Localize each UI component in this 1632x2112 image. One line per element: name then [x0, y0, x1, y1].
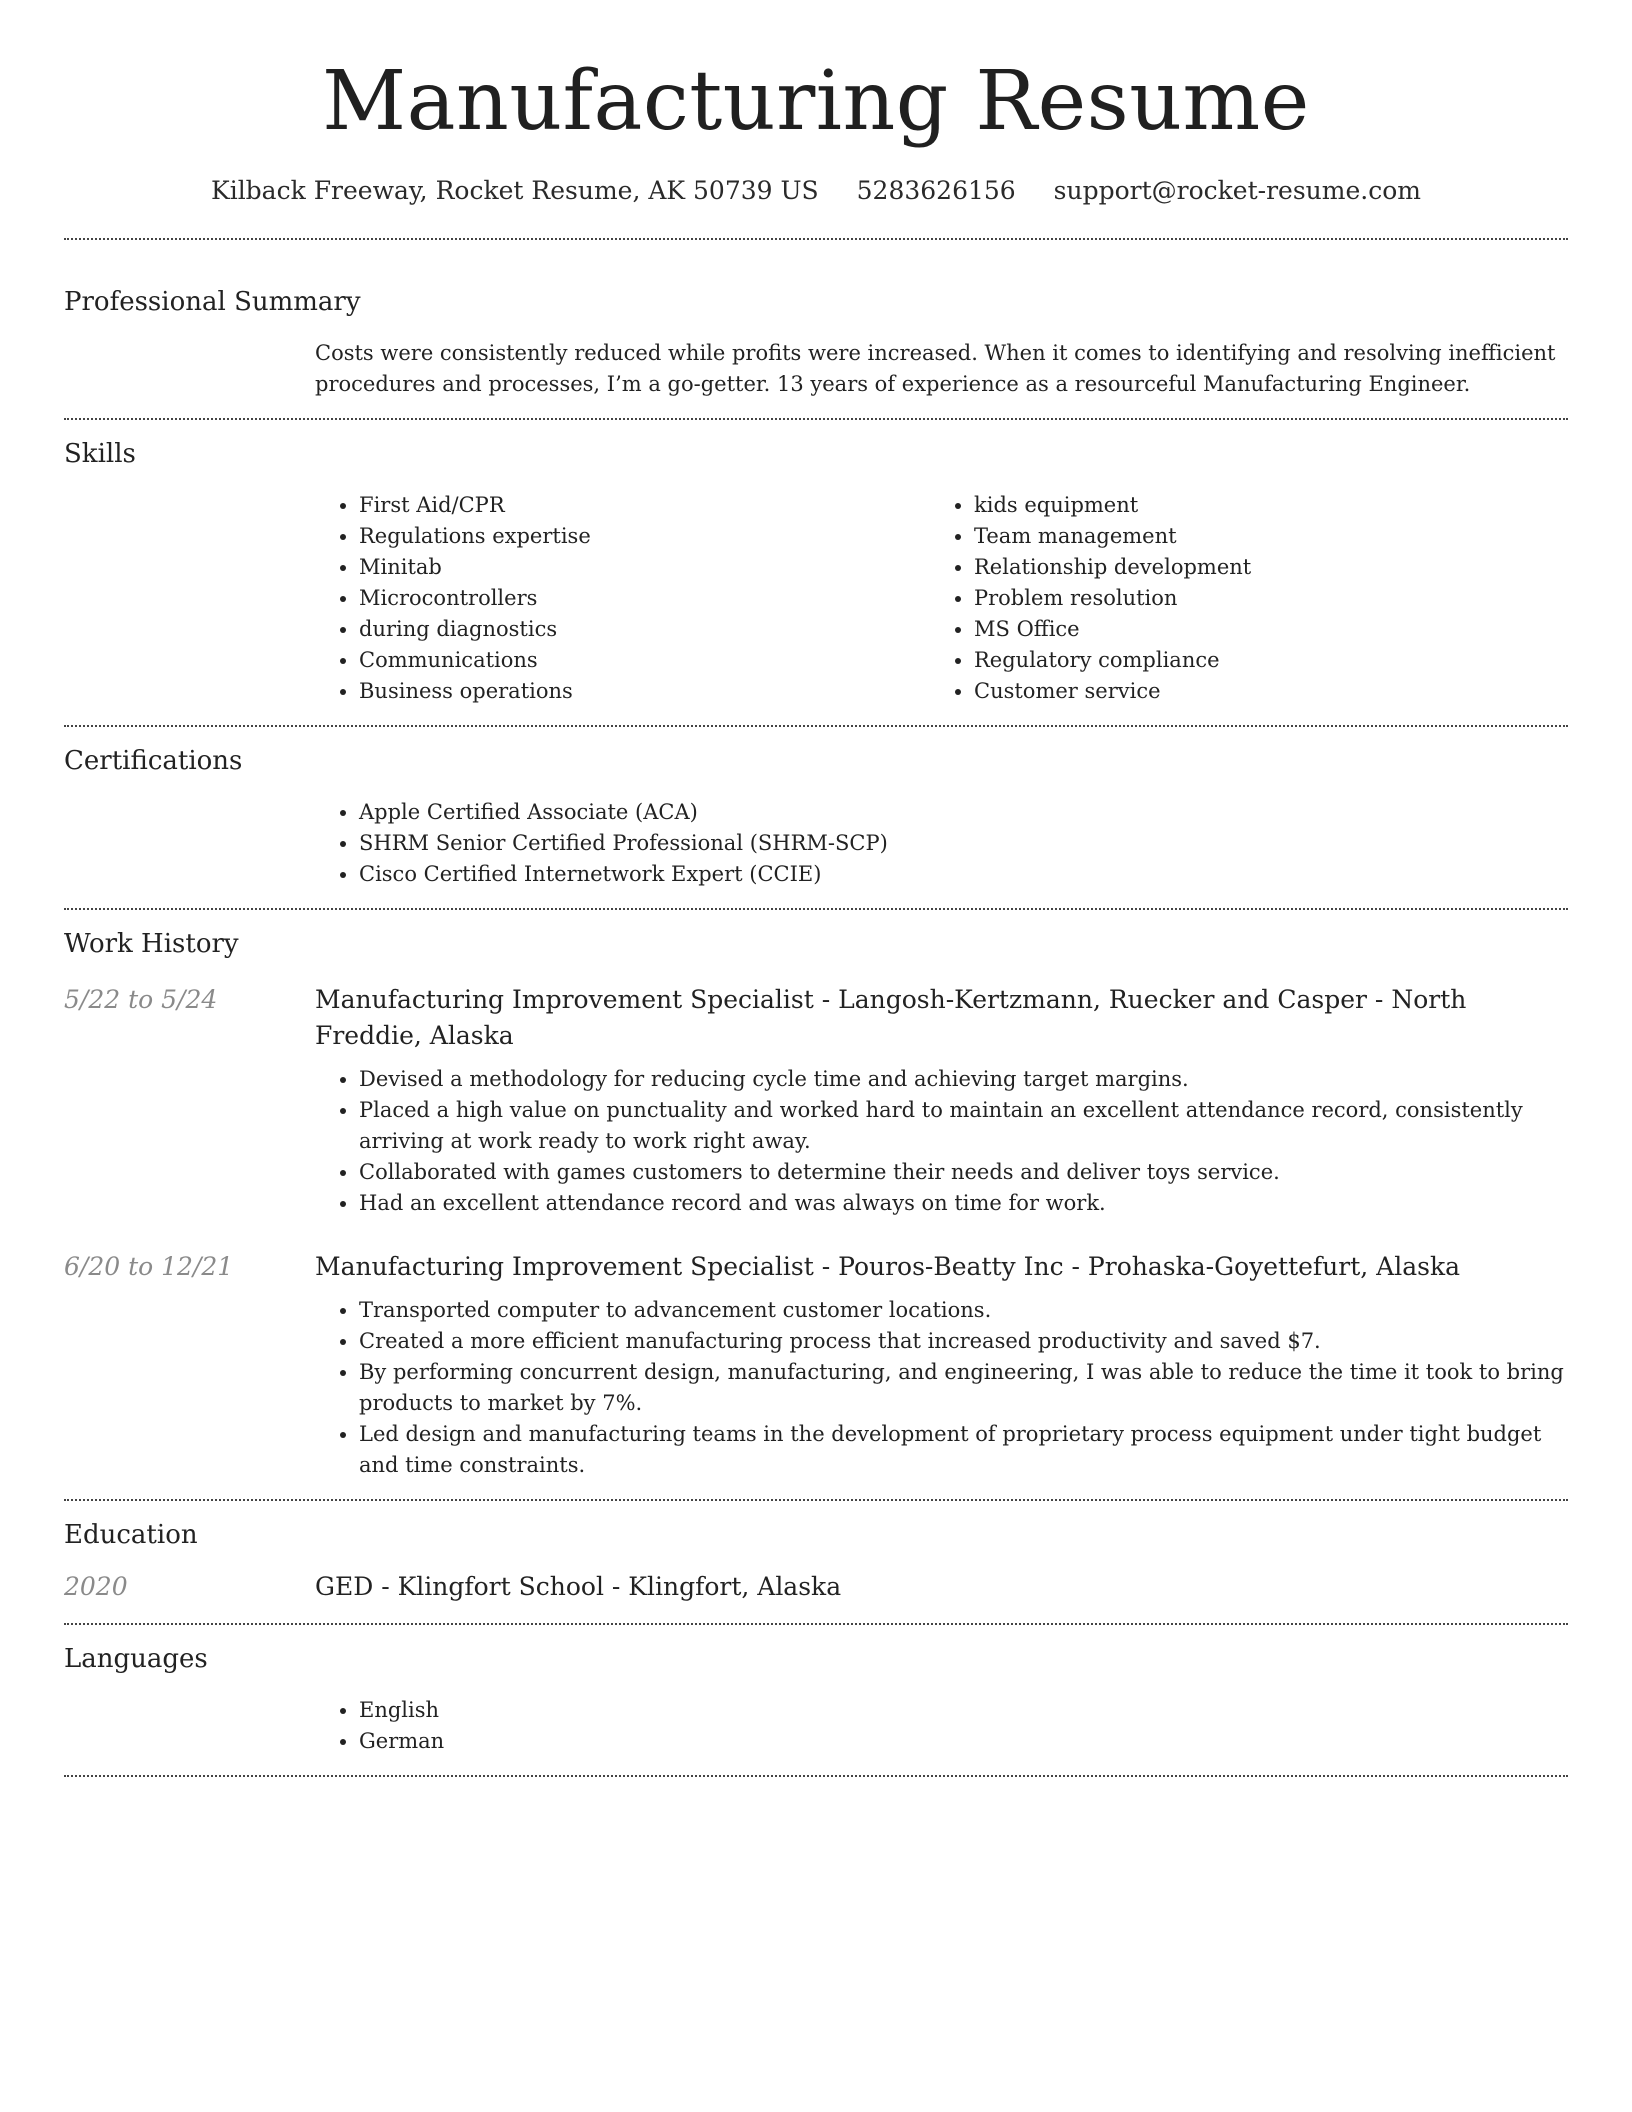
section-title-education: Education: [64, 1520, 198, 1550]
language-item: • English: [359, 1695, 1568, 1726]
job-bullet: • Transported computer to advancement customer locations.: [359, 1295, 1568, 1326]
certification-item: • Cisco Certified Internetwork Expert (CCIE): [359, 859, 1568, 890]
job-entry: [64, 1249, 1568, 1481]
contact-line: [64, 174, 1568, 208]
job-details: [315, 1249, 1568, 1481]
skill-item: • during diagnostics: [359, 614, 930, 645]
skill-item: • Problem resolution: [974, 583, 1545, 614]
skills-grid: [315, 490, 1568, 707]
section-title-work-history: Work History: [64, 929, 239, 959]
job-dates: 5/22 to 5/24: [64, 985, 218, 1014]
language-item: • German: [359, 1726, 1568, 1757]
section-title-summary: Professional Summary: [64, 287, 361, 317]
certification-item: • Apple Certified Associate (ACA): [359, 797, 1568, 828]
job-bullet: • Had an excellent attendance record and was always on time for work.: [359, 1188, 1568, 1219]
certifications-list: [315, 797, 1568, 890]
work-history-section: [64, 910, 1568, 1499]
section-title-languages: Languages: [64, 1644, 208, 1674]
summary-body: [315, 338, 1568, 400]
languages-section: [64, 1625, 1568, 1775]
skill-item: • Regulatory compliance: [974, 645, 1545, 676]
education-year: 2020: [64, 1572, 128, 1601]
job-bullet: • Collaborated with games customers to determine their needs and deliver toys service.: [359, 1157, 1568, 1188]
job-bullet: • Created a more efficient manufacturing process that increased productivity and saved $7.: [359, 1326, 1568, 1357]
job-bullets: [315, 1064, 1568, 1219]
skill-item: • Business operations: [359, 676, 930, 707]
skill-item: • Relationship development: [974, 552, 1545, 583]
education-heading: GED - Klingfort School - Klingfort, Alaska: [315, 1572, 842, 1601]
job-details: [315, 982, 1568, 1219]
skill-item: • Regulations expertise: [359, 521, 930, 552]
resume-title: Manufacturing Resume: [322, 54, 1310, 149]
section-divider: [64, 1775, 1568, 1777]
job-entry: [64, 982, 1568, 1219]
job-bullet: • By performing concurrent design, manufacturing, and engineering, I was able to reduce the time it took to bring products to market by 7%.: [359, 1357, 1568, 1419]
skills-list-right: [930, 490, 1545, 707]
contact-address: Kilback Freeway, Rocket Resume, AK 50739 US: [211, 176, 819, 205]
certification-item: • SHRM Senior Certified Professional (SHRM-SCP): [359, 828, 1568, 859]
job-bullets: [315, 1295, 1568, 1481]
summary-text: Costs were consistently reduced while profits were increased. When it comes to identifying and resolving inefficient procedures and processes, I’m a go-getter. 13 years of experience as a resourceful Manufacturing Engineer.: [315, 341, 1556, 396]
languages-list: [315, 1695, 1568, 1757]
education-section: [64, 1501, 1568, 1623]
summary-section: [64, 240, 1568, 418]
skill-item: • Communications: [359, 645, 930, 676]
skill-item: • Microcontrollers: [359, 583, 930, 614]
skill-item: • MS Office: [974, 614, 1545, 645]
skills-list-left: [315, 490, 930, 707]
resume-header: [64, 0, 1568, 208]
certifications-body: [315, 797, 1568, 890]
skill-item: • Customer service: [974, 676, 1545, 707]
contact-email: support@rocket-resume.com: [1053, 176, 1421, 205]
skills-section: [64, 420, 1568, 725]
skill-item: • Team management: [974, 521, 1545, 552]
skill-item: • First Aid/CPR: [359, 490, 930, 521]
contact-phone: 5283626156: [856, 176, 1016, 205]
job-bullet: • Led design and manufacturing teams in the development of proprietary process equipment under tight budget and time constraints.: [359, 1419, 1568, 1481]
skill-item: • Minitab: [359, 552, 930, 583]
education-entry: [64, 1569, 1568, 1605]
job-bullet: • Devised a methodology for reducing cycle time and achieving target margins.: [359, 1064, 1568, 1095]
skill-item: • kids equipment: [974, 490, 1545, 521]
section-title-skills: Skills: [64, 439, 136, 469]
job-dates: 6/20 to 12/21: [64, 1252, 234, 1281]
certifications-section: [64, 727, 1568, 908]
job-heading: Manufacturing Improvement Specialist - Pouros-Beatty Inc - Prohaska-Goyettefurt, Alaska: [315, 1252, 1461, 1281]
education-details: [315, 1569, 1568, 1605]
section-title-certifications: Certifications: [64, 746, 243, 776]
job-heading: Manufacturing Improvement Specialist - Langosh-Kertzmann, Ruecker and Casper - North Freddie, Alaska: [315, 985, 1467, 1050]
languages-body: [315, 1695, 1568, 1757]
job-bullet: • Placed a high value on punctuality and worked hard to maintain an excellent attendance record, consistently arriving at work ready to work right away.: [359, 1095, 1568, 1157]
